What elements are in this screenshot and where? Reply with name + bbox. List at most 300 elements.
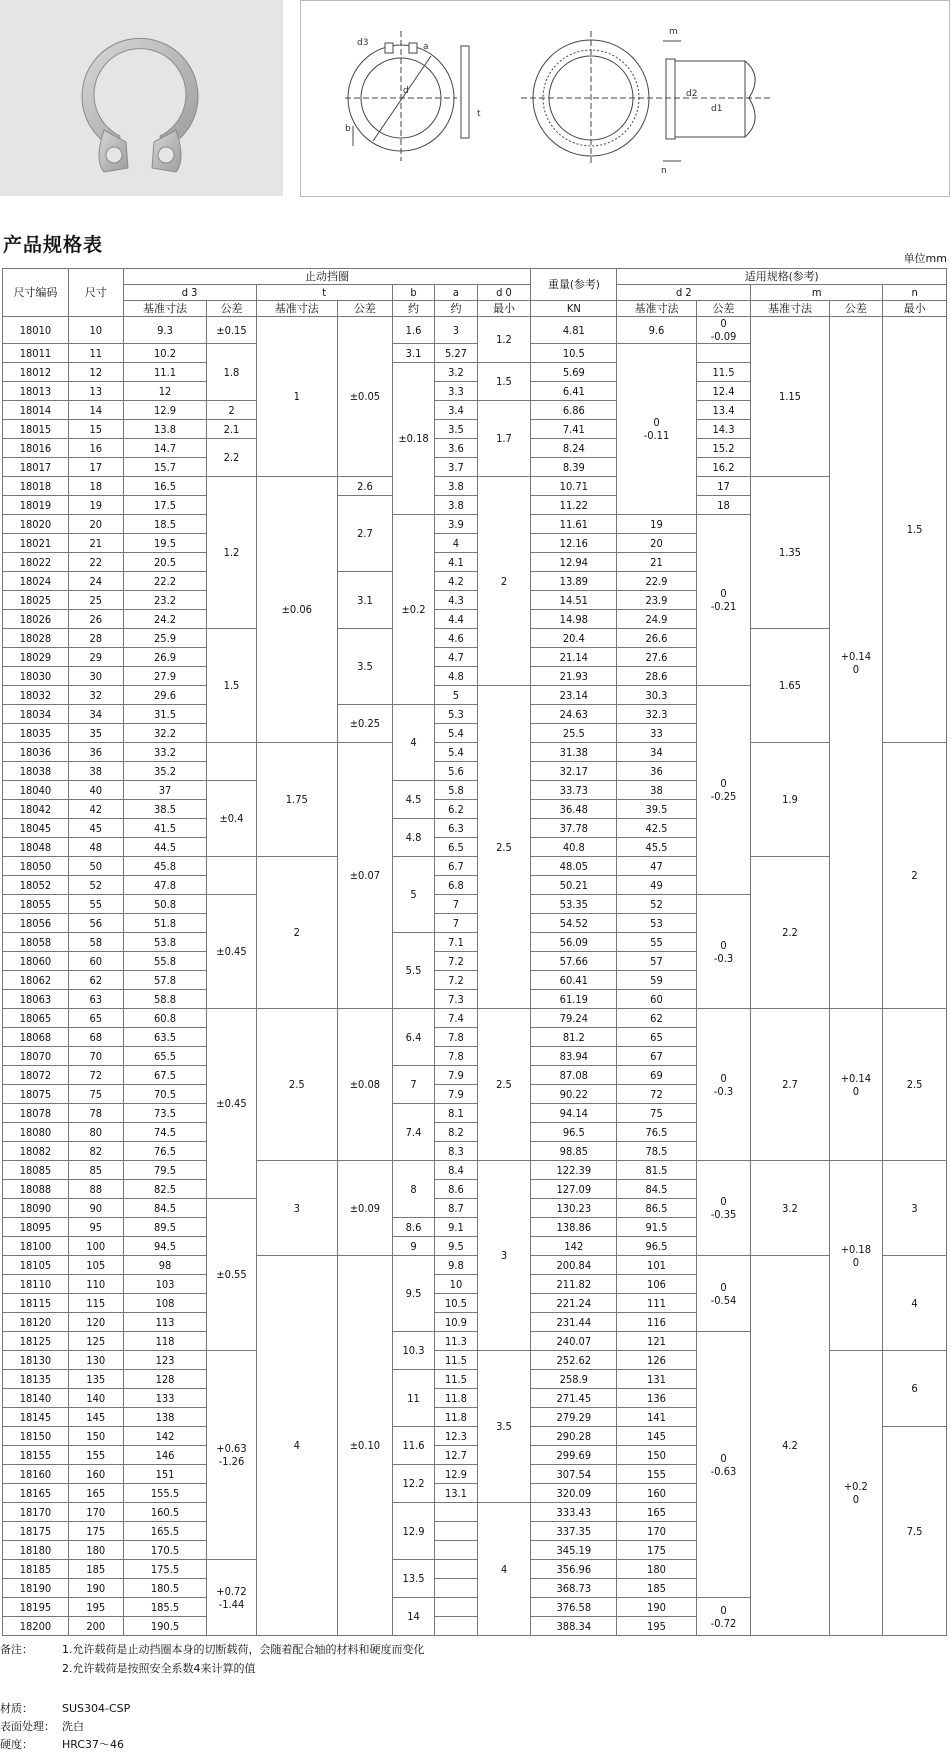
cell-d3-base: 155.5 — [123, 1484, 207, 1503]
cell-size: 24 — [68, 572, 123, 591]
cell-weight: 14.51 — [531, 591, 617, 610]
cell-code: 18052 — [3, 876, 69, 895]
cell-d3-base: 24.2 — [123, 610, 207, 629]
cell-weight: 87.08 — [531, 1066, 617, 1085]
cell-d2-base: 141 — [617, 1408, 696, 1427]
cell-d3-base: 160.5 — [123, 1503, 207, 1522]
cell-size: 26 — [68, 610, 123, 629]
cell-weight: 37.78 — [531, 819, 617, 838]
cell-d2-base: 24.9 — [617, 610, 696, 629]
cell-d2-base: 57 — [617, 952, 696, 971]
cell-a: 8.3 — [435, 1142, 477, 1161]
cell-b: 3.5 — [338, 629, 393, 705]
cell-weight: 33.73 — [531, 781, 617, 800]
cell-code: 18038 — [3, 762, 69, 781]
cell-weight: 299.69 — [531, 1446, 617, 1465]
label-d2: d2 — [686, 89, 698, 99]
header-weight-sub: KN — [531, 301, 617, 317]
cell-d2tol: 0 -0.35 — [696, 1161, 751, 1256]
cell-a — [435, 1503, 477, 1522]
cell-d3-base: 35.2 — [123, 762, 207, 781]
cell-a: 3.4 — [435, 401, 477, 420]
cell-weight: 252.62 — [531, 1351, 617, 1370]
note-line-2: 2.允许载荷是按照安全系数4来计算的值 — [62, 1662, 256, 1675]
header-a: a — [435, 285, 477, 301]
cell-d3-base: 190.5 — [123, 1617, 207, 1636]
cell-d3-base: 12.9 — [123, 401, 207, 420]
cell-a: 8.2 — [435, 1123, 477, 1142]
cell-code: 18100 — [3, 1237, 69, 1256]
cell-d3tol: +0.72 -1.44 — [207, 1560, 256, 1636]
cell-a: 4.8 — [435, 667, 477, 686]
cell-a: 6.2 — [435, 800, 477, 819]
cell-size: 18 — [68, 477, 123, 496]
cell-code: 18090 — [3, 1199, 69, 1218]
cell-d2tol: 0 -0.54 — [696, 1256, 751, 1332]
cell-t: 1 — [256, 317, 338, 477]
cell-d3-base: 9.3 — [123, 317, 207, 344]
cell-size: 48 — [68, 838, 123, 857]
cell-a: 6.3 — [435, 819, 477, 838]
cell-code: 18029 — [3, 648, 69, 667]
cell-weight: 240.07 — [531, 1332, 617, 1351]
cell-a: 5.8 — [435, 781, 477, 800]
cell-code: 18036 — [3, 743, 69, 762]
cell-a: 3.5 — [435, 420, 477, 439]
cell-code: 18165 — [3, 1484, 69, 1503]
cell-d2tol: 0 -0.3 — [696, 1009, 751, 1161]
cell-weight: 142 — [531, 1237, 617, 1256]
cell-m: 1.65 — [751, 629, 829, 743]
label-t: t — [477, 109, 481, 119]
cell-d2-base: 180 — [617, 1560, 696, 1579]
cell-a: 5.3 — [435, 705, 477, 724]
cell-a: 7.9 — [435, 1085, 477, 1104]
cell-b: 3.1 — [338, 572, 393, 629]
cell-d3-base: 25.9 — [123, 629, 207, 648]
cell-d3-base: 11.1 — [123, 363, 207, 382]
cell-weight: 90.22 — [531, 1085, 617, 1104]
cell-a: 4.1 — [435, 553, 477, 572]
cell-ttol: ±0.08 — [338, 1009, 393, 1161]
cell-n: 1.5 — [883, 317, 947, 743]
table-row — [3, 857, 947, 876]
cell-d2-base: 195 — [617, 1617, 696, 1636]
cell-t: 4 — [256, 1256, 338, 1636]
cell-size: 175 — [68, 1522, 123, 1541]
cell-size: 95 — [68, 1218, 123, 1237]
cell-d0: 1.7 — [477, 401, 531, 477]
cell-size: 30 — [68, 667, 123, 686]
cell-d3-base: 15.7 — [123, 458, 207, 477]
cell-size: 65 — [68, 1009, 123, 1028]
cell-d3-base: 13.8 — [123, 420, 207, 439]
cell-d2-base: 126 — [617, 1351, 696, 1370]
cell-b: 9.5 — [392, 1256, 434, 1332]
cell-weight: 32.17 — [531, 762, 617, 781]
cell-d3-base: 67.5 — [123, 1066, 207, 1085]
cell-code: 18012 — [3, 363, 69, 382]
cell-d2-base: 49 — [617, 876, 696, 895]
cell-code: 18105 — [3, 1256, 69, 1275]
cell-b: 13.5 — [392, 1560, 434, 1598]
cell-code: 18048 — [3, 838, 69, 857]
cell-b: 2.6 — [338, 477, 393, 496]
cell-size: 125 — [68, 1332, 123, 1351]
cell-m: 1.35 — [751, 477, 829, 629]
cell-d2-base: 160 — [617, 1484, 696, 1503]
cell-size: 110 — [68, 1275, 123, 1294]
cell-size: 55 — [68, 895, 123, 914]
cell-size: 10 — [68, 317, 123, 344]
cell-weight: 6.41 — [531, 382, 617, 401]
cell-d2tol: 0 -0.09 — [696, 317, 751, 344]
cell-d0: 2 — [477, 477, 531, 686]
cell-d3-base: 44.5 — [123, 838, 207, 857]
cell-a: 8.7 — [435, 1199, 477, 1218]
header-d2-tol: 公差 — [696, 301, 751, 317]
cell-weight: 356.96 — [531, 1560, 617, 1579]
cell-a: 3.9 — [435, 515, 477, 534]
cell-d0: 4 — [477, 1503, 531, 1636]
cell-d2-base: 42.5 — [617, 819, 696, 838]
cell-a — [435, 1541, 477, 1560]
cell-m: 1.9 — [751, 743, 829, 857]
cell-a: 11.5 — [435, 1351, 477, 1370]
cell-d3tol: ±0.18 — [392, 363, 434, 515]
cell-size: 11 — [68, 344, 123, 363]
cell-a: 4.6 — [435, 629, 477, 648]
cell-code: 18028 — [3, 629, 69, 648]
cell-d3-base: 60.8 — [123, 1009, 207, 1028]
cell-a: 9.1 — [435, 1218, 477, 1237]
cell-code: 18088 — [3, 1180, 69, 1199]
cell-size: 52 — [68, 876, 123, 895]
cell-code: 18040 — [3, 781, 69, 800]
cell-code: 18155 — [3, 1446, 69, 1465]
cell-weight: 231.44 — [531, 1313, 617, 1332]
cell-d2-base: 60 — [617, 990, 696, 1009]
cell-size: 34 — [68, 705, 123, 724]
label-n: n — [661, 166, 667, 176]
cell-b: 9 — [392, 1237, 434, 1256]
cell-weight: 96.5 — [531, 1123, 617, 1142]
cell-b: 11.6 — [392, 1427, 434, 1465]
cell-size: 58 — [68, 933, 123, 952]
cell-weight: 368.73 — [531, 1579, 617, 1598]
cell-weight: 258.9 — [531, 1370, 617, 1389]
cell-d2tol: 0 -0.25 — [696, 686, 751, 895]
cell-d3-base: 98 — [123, 1256, 207, 1275]
cell-d2-base: 12.4 — [696, 382, 751, 401]
cell-d3-base: 58.8 — [123, 990, 207, 1009]
cell-weight: 138.86 — [531, 1218, 617, 1237]
cell-d3tol — [207, 857, 256, 895]
cell-code: 18180 — [3, 1541, 69, 1560]
cell-code: 18018 — [3, 477, 69, 496]
cell-b: 2 — [207, 401, 256, 420]
cell-weight: 12.16 — [531, 534, 617, 553]
cell-d2-base: 15.2 — [696, 439, 751, 458]
cell-d2-base: 26.6 — [617, 629, 696, 648]
cell-t: 2.5 — [256, 1009, 338, 1161]
cell-b: 12.2 — [392, 1465, 434, 1503]
cell-d3-base: 170.5 — [123, 1541, 207, 1560]
cell-a: 7.8 — [435, 1047, 477, 1066]
cell-a: 4.2 — [435, 572, 477, 591]
cell-a — [435, 1617, 477, 1636]
cell-d2-base: 106 — [617, 1275, 696, 1294]
cell-a: 6.8 — [435, 876, 477, 895]
cell-a: 7.4 — [435, 1009, 477, 1028]
cell-weight: 24.63 — [531, 705, 617, 724]
prop-material: 材质： SUS304-CSP — [0, 1702, 131, 1715]
cell-size: 29 — [68, 648, 123, 667]
cell-d2-base: 155 — [617, 1465, 696, 1484]
cell-d3-base: 70.5 — [123, 1085, 207, 1104]
cell-a — [435, 1579, 477, 1598]
cell-d3-base: 20.5 — [123, 553, 207, 572]
cell-code: 18072 — [3, 1066, 69, 1085]
cell-code: 18060 — [3, 952, 69, 971]
cell-d2-base: 91.5 — [617, 1218, 696, 1237]
circlip-drawing-icon — [301, 1, 949, 196]
cell-weight: 21.93 — [531, 667, 617, 686]
cell-code: 18019 — [3, 496, 69, 515]
cell-weight: 4.81 — [531, 317, 617, 344]
cell-code: 18045 — [3, 819, 69, 838]
cell-d2-base: 53 — [617, 914, 696, 933]
cell-d0: 2.5 — [477, 686, 531, 1009]
cell-d2-base: 131 — [617, 1370, 696, 1389]
cell-b: 1.6 — [392, 317, 434, 344]
cell-d3-base: 50.8 — [123, 895, 207, 914]
prop-surface: 表面处理： 洗白 — [0, 1720, 84, 1733]
cell-a: 8.6 — [435, 1180, 477, 1199]
spec-table-body — [3, 317, 947, 1636]
cell-code: 18078 — [3, 1104, 69, 1123]
label-d: d — [403, 86, 409, 96]
cell-weight: 307.54 — [531, 1465, 617, 1484]
cell-code: 18185 — [3, 1560, 69, 1579]
cell-code: 18150 — [3, 1427, 69, 1446]
cell-code: 18160 — [3, 1465, 69, 1484]
cell-b: 4 — [392, 705, 434, 781]
cell-size: 22 — [68, 553, 123, 572]
cell-d3tol: ±0.25 — [338, 705, 393, 743]
cell-size: 19 — [68, 496, 123, 515]
cell-code: 18070 — [3, 1047, 69, 1066]
cell-size: 115 — [68, 1294, 123, 1313]
cell-ttol: ±0.06 — [256, 477, 338, 743]
cell-d3-base: 175.5 — [123, 1560, 207, 1579]
cell-code: 18026 — [3, 610, 69, 629]
cell-a: 3.3 — [435, 382, 477, 401]
cell-size: 25 — [68, 591, 123, 610]
cell-code: 18075 — [3, 1085, 69, 1104]
cell-d3-base: 108 — [123, 1294, 207, 1313]
cell-d2-base: 81.5 — [617, 1161, 696, 1180]
cell-size: 17 — [68, 458, 123, 477]
cell-d2-base: 190 — [617, 1598, 696, 1617]
header-t-base: 基准寸法 — [256, 301, 338, 317]
cell-m: 1.15 — [751, 317, 829, 477]
notes — [0, 1640, 425, 1678]
cell-weight: 53.35 — [531, 895, 617, 914]
cell-d2-base: 52 — [617, 895, 696, 914]
cell-d2tol: 0 -0.11 — [617, 344, 696, 515]
cell-d2-base: 78.5 — [617, 1142, 696, 1161]
cell-weight: 200.84 — [531, 1256, 617, 1275]
cell-code: 18025 — [3, 591, 69, 610]
cell-a: 11.3 — [435, 1332, 477, 1351]
label-d3: d3 — [357, 38, 369, 48]
cell-n: 2 — [883, 743, 947, 1009]
cell-a: 7.1 — [435, 933, 477, 952]
cell-d2-base: 145 — [617, 1427, 696, 1446]
cell-size: 160 — [68, 1465, 123, 1484]
cell-mtol: +0.14 0 — [829, 1009, 883, 1161]
cell-b: 5.5 — [392, 933, 434, 1009]
cell-d3-base: 29.6 — [123, 686, 207, 705]
cell-d3-base: 142 — [123, 1427, 207, 1446]
cell-size: 200 — [68, 1617, 123, 1636]
cell-d3-base: 133 — [123, 1389, 207, 1408]
cell-d2-base: 34 — [617, 743, 696, 762]
cell-a: 3.8 — [435, 477, 477, 496]
table-row — [3, 743, 947, 762]
cell-a: 9.5 — [435, 1237, 477, 1256]
cell-b: 11 — [392, 1370, 434, 1427]
cell-mtol: +0.18 0 — [829, 1161, 883, 1351]
cell-size: 100 — [68, 1237, 123, 1256]
cell-code: 18120 — [3, 1313, 69, 1332]
note-line-1: 1.允许载荷是止动挡圈本身的切断载荷，会随着配合轴的材料和硬度而变化 — [62, 1643, 425, 1656]
cell-code: 18065 — [3, 1009, 69, 1028]
cell-t: 3 — [256, 1161, 338, 1256]
cell-size: 68 — [68, 1028, 123, 1047]
cell-weight: 337.35 — [531, 1522, 617, 1541]
cell-size: 21 — [68, 534, 123, 553]
cell-code: 18055 — [3, 895, 69, 914]
circlip-photo-icon — [0, 0, 283, 196]
cell-code: 18010 — [3, 317, 69, 344]
cell-a: 7 — [435, 895, 477, 914]
cell-a: 3.1 — [392, 344, 434, 363]
cell-size: 185 — [68, 1560, 123, 1579]
spec-table — [2, 268, 947, 1636]
cell-b: 1.8 — [207, 344, 256, 401]
cell-a: 3.2 — [435, 363, 477, 382]
cell-a: 4.4 — [435, 610, 477, 629]
cell-weight: 50.21 — [531, 876, 617, 895]
cell-d2-base: 185 — [617, 1579, 696, 1598]
cell-b: 2.1 — [207, 420, 256, 439]
cell-a: 11.5 — [435, 1370, 477, 1389]
cell-d2-base: 16.2 — [696, 458, 751, 477]
cell-d2-base: 33 — [617, 724, 696, 743]
cell-n: 6 — [883, 1351, 947, 1427]
cell-size: 14 — [68, 401, 123, 420]
cell-size: 135 — [68, 1370, 123, 1389]
cell-d3-base: 138 — [123, 1408, 207, 1427]
cell-size: 36 — [68, 743, 123, 762]
cell-code: 18062 — [3, 971, 69, 990]
header-n: n — [883, 285, 947, 301]
cell-code: 18125 — [3, 1332, 69, 1351]
cell-d0: 2.5 — [477, 1009, 531, 1161]
cell-m: 3.2 — [751, 1161, 829, 1256]
cell-size: 20 — [68, 515, 123, 534]
cell-code: 18042 — [3, 800, 69, 819]
cell-code: 18016 — [3, 439, 69, 458]
cell-size: 70 — [68, 1047, 123, 1066]
cell-code: 18011 — [3, 344, 69, 363]
cell-a: 12.3 — [435, 1427, 477, 1446]
cell-t: 1.75 — [256, 743, 338, 857]
cell-size: 63 — [68, 990, 123, 1009]
cell-d3-base: 63.5 — [123, 1028, 207, 1047]
table-row — [3, 1256, 947, 1275]
cell-size: 88 — [68, 1180, 123, 1199]
cell-a: 5 — [435, 686, 477, 705]
cell-d3-base: 74.5 — [123, 1123, 207, 1142]
cell-ttol: ±0.09 — [338, 1161, 393, 1256]
cell-a: 10.5 — [435, 1294, 477, 1313]
cell-d2-base: 11.5 — [696, 363, 751, 382]
cell-d3-base: 45.8 — [123, 857, 207, 876]
cell-b: 10.3 — [392, 1332, 434, 1370]
cell-weight: 61.19 — [531, 990, 617, 1009]
cell-d2-base: 72 — [617, 1085, 696, 1104]
cell-mtol: +0.14 0 — [829, 317, 883, 1009]
cell-size: 80 — [68, 1123, 123, 1142]
cell-weight: 8.39 — [531, 458, 617, 477]
cell-d3-base: 17.5 — [123, 496, 207, 515]
cell-weight: 345.19 — [531, 1541, 617, 1560]
cell-weight: 11.61 — [531, 515, 617, 534]
cell-weight: 25.5 — [531, 724, 617, 743]
cell-n: 2.5 — [883, 1009, 947, 1161]
cell-size: 72 — [68, 1066, 123, 1085]
cell-a: 13.1 — [435, 1484, 477, 1503]
header-a-sub: 约 — [435, 301, 477, 317]
cell-d2-base: 84.5 — [617, 1180, 696, 1199]
cell-size: 130 — [68, 1351, 123, 1370]
cell-weight: 83.94 — [531, 1047, 617, 1066]
cell-d2-base: 30.3 — [617, 686, 696, 705]
cell-code: 18085 — [3, 1161, 69, 1180]
cell-size: 150 — [68, 1427, 123, 1446]
cell-d2-base: 13.4 — [696, 401, 751, 420]
cell-code: 18130 — [3, 1351, 69, 1370]
cell-d3tol: ±0.55 — [207, 1199, 256, 1351]
cell-a: 3.6 — [435, 439, 477, 458]
cell-d3-base: 128 — [123, 1370, 207, 1389]
cell-code: 18020 — [3, 515, 69, 534]
cell-size: 60 — [68, 952, 123, 971]
cell-d3-base: 79.5 — [123, 1161, 207, 1180]
cell-code: 18068 — [3, 1028, 69, 1047]
cell-d3tol: ±0.2 — [392, 515, 434, 705]
cell-d2-base: 101 — [617, 1256, 696, 1275]
cell-d3-base: 113 — [123, 1313, 207, 1332]
cell-a: 4.3 — [435, 591, 477, 610]
cell-code: 18014 — [3, 401, 69, 420]
cell-code: 18015 — [3, 420, 69, 439]
cell-weight: 279.29 — [531, 1408, 617, 1427]
cell-b: 2.2 — [207, 439, 256, 477]
